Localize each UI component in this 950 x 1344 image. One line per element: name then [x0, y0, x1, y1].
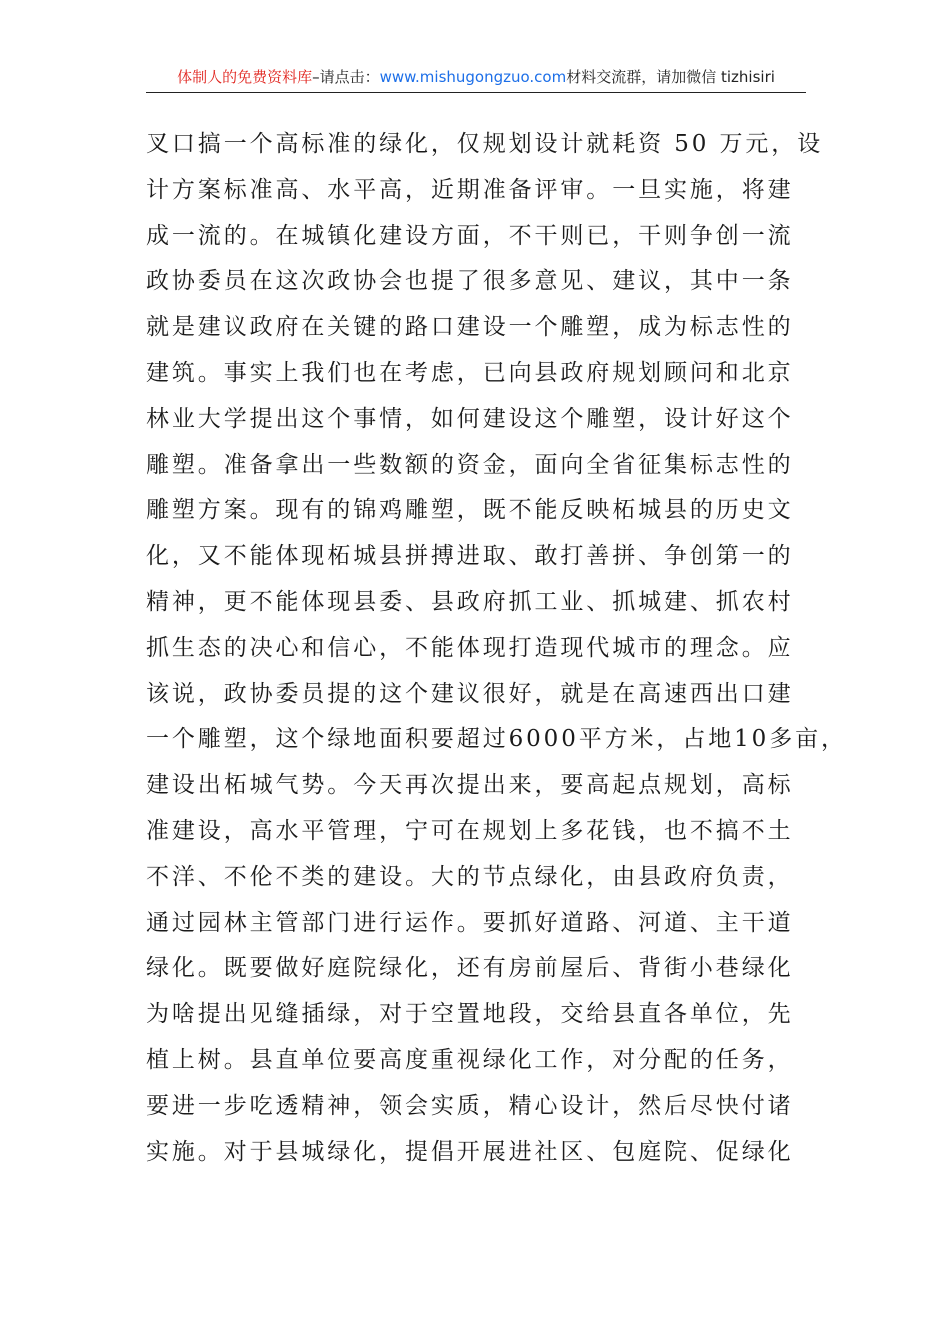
body-line: 抓生态的决心和信心，不能体现打造现代城市的理念。应: [146, 634, 794, 661]
header-link[interactable]: www.mishugongzuo.com: [379, 68, 567, 86]
body-line: 实施。对于县城绿化，提倡开展进社区、包庭院、促绿化: [146, 1138, 794, 1165]
body-line: 政协委员在这次政协会也提了很多意见、建议，其中一条: [146, 268, 794, 295]
body-line: 植上树。县直单位要高度重视绿化工作，对分配的任务，: [146, 1046, 794, 1073]
body-line: 计方案标准高、水平高，近期准备评审。一旦实施，将建: [146, 176, 794, 203]
body-line: 精神，更不能体现县委、县政府抓工业、抓城建、抓农村: [146, 588, 794, 615]
body-line: 绿化。既要做好庭院绿化，还有房前屋后、背街小巷绿化: [146, 955, 794, 982]
body-line: 雕塑。准备拿出一些数额的资金，面向全省征集标志性的: [146, 451, 794, 478]
body-line: 为啥提出见缝插绿，对于空置地段，交给县直各单位，先: [146, 1001, 794, 1028]
body-line: 林业大学提出这个事情，如何建设这个雕塑，设计好这个: [146, 405, 794, 432]
body-line: 叉口搞一个高标准的绿化，仅规划设计就耗资 50 万元，设: [146, 131, 824, 157]
body-line: 雕塑方案。现有的锦鸡雕塑，既不能反映柘城县的历史文: [146, 497, 794, 524]
body-line: 一个雕塑，这个绿地面积要超过6000平方米，占地10多亩，: [146, 726, 847, 753]
header-note: 材料交流群，请加微信 tizhisiri: [566, 68, 775, 86]
body-line: 建设出柘城气势。今天再次提出来，要高起点规划，高标: [146, 772, 794, 799]
header-prompt: –请点击：: [312, 68, 380, 86]
body-line: 就是建议政府在关键的路口建设一个雕塑，成为标志性的: [146, 314, 794, 341]
body-line: 通过园林主管部门进行运作。要抓好道路、河道、主干道: [146, 909, 794, 936]
body-line: 不洋、不伦不类的建设。大的节点绿化，由县政府负责，: [146, 863, 794, 890]
body-line: 要进一步吃透精神，领会实质，精心设计，然后尽快付诸: [146, 1092, 794, 1119]
body-line: 成一流的。在城镇化建设方面，不干则已，干则争创一流: [146, 222, 794, 249]
body-line: 该说，政协委员提的这个建议很好，就是在高速西出口建: [146, 680, 794, 707]
header-brand: 体制人的免费资料库: [177, 68, 313, 86]
document-body: [146, 122, 847, 1175]
body-line: 准建设，高水平管理，宁可在规划上多花钱，也不搞不土: [146, 817, 794, 844]
body-line: 化，又不能体现柘城县拼搏进取、敢打善拼、争创第一的: [146, 543, 794, 570]
page-header: [146, 62, 806, 93]
body-line: 建筑。事实上我们也在考虑，已向县政府规划顾问和北京: [146, 359, 794, 386]
